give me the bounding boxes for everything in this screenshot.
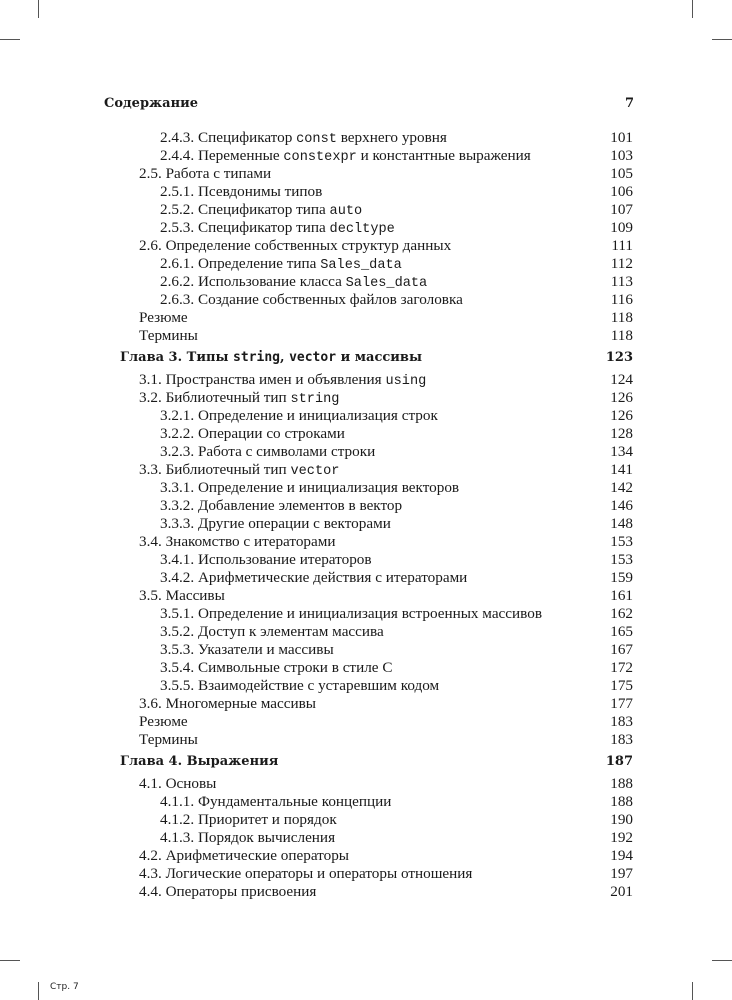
toc-entry-title: 3.3.1. Определение и инициализация векторов (160, 479, 460, 496)
toc-entry-row (0, 461, 732, 479)
toc-page-number: 113 (610, 273, 633, 290)
toc-entry-row (0, 129, 732, 147)
toc-page-number: 153 (610, 533, 633, 550)
toc-entry-row (0, 407, 732, 425)
code-identifier: vector (289, 350, 337, 365)
toc-page-number: 128 (610, 425, 633, 442)
toc-entry-title: 3.5.1. Определение и инициализация встроенных массивов (160, 605, 543, 622)
toc-entry-title: 3.3.2. Добавление элементов в вектор (160, 497, 403, 514)
toc-entry-row (0, 623, 732, 641)
toc-entry-title: 3.3.3. Другие операции с векторами (160, 515, 391, 532)
toc-entry-row (0, 371, 732, 389)
toc-entry-title: 3.4.2. Арифметические действия с итераторами (160, 569, 468, 586)
toc-entry-row (0, 219, 732, 237)
toc-page-number: 183 (610, 713, 633, 730)
toc-entry-row (0, 641, 732, 659)
code-identifier: string (233, 350, 281, 365)
toc-entry-title: 2.5.3. Спецификатор типа decltype (160, 219, 395, 237)
toc-entry-title: 3.5.4. Символьные строки в стиле С (160, 659, 393, 676)
code-identifier: decltype (329, 222, 395, 237)
toc-entry-row (0, 183, 732, 201)
toc-page-number: 134 (610, 443, 633, 460)
toc-page-number: 162 (610, 605, 633, 622)
toc-page-number: 167 (610, 641, 633, 658)
toc-entry-row (0, 255, 732, 273)
toc-entry-title: 2.6. Определение собственных структур данных (139, 237, 452, 254)
toc-entry-title: Глава 4. Выражения (120, 754, 279, 769)
toc-entry-row (0, 659, 732, 677)
code-identifier: using (385, 374, 427, 389)
crop-mark (0, 39, 20, 40)
toc-page-number: 175 (610, 677, 633, 694)
toc-entry-row (0, 497, 732, 515)
toc-entry-title: 4.1.3. Порядок вычисления (160, 829, 336, 846)
toc-page-number: 116 (610, 291, 633, 308)
toc-page-number: 159 (610, 569, 633, 586)
toc-entry-row (0, 587, 732, 605)
crop-mark (38, 0, 39, 18)
crop-mark (0, 960, 20, 961)
toc-entry-title: 3.5.5. Взаимодействие с устаревшим кодом (160, 677, 440, 694)
toc-page-number: 126 (610, 407, 633, 424)
toc-entry-row (0, 793, 732, 811)
toc-page-number: 148 (610, 515, 633, 532)
toc-page-number: 153 (610, 551, 633, 568)
toc-page-number: 141 (610, 461, 633, 478)
toc-entry-title: 3.2. Библиотечный тип string (139, 389, 340, 407)
toc-page-number: 109 (610, 219, 633, 236)
toc-entry-row (0, 147, 732, 165)
toc-page-number: 165 (610, 623, 633, 640)
toc-page-number: 118 (610, 327, 633, 344)
header-page-number: 7 (624, 96, 634, 111)
code-identifier: vector (290, 464, 340, 479)
toc-page-number: 188 (610, 793, 633, 810)
toc-page-number: 103 (610, 147, 633, 164)
code-identifier: auto (329, 204, 363, 219)
toc-entry-title: 3.5. Массивы (139, 587, 225, 604)
toc-entry-title: 4.2. Арифметические операторы (139, 847, 349, 864)
toc-entry-title: 3.3. Библиотечный тип vector (139, 461, 340, 479)
toc-entry-row (0, 237, 732, 255)
toc-entry-title: Термины (139, 731, 198, 748)
toc-chapter-row (0, 753, 732, 771)
toc-page-number: 183 (610, 731, 633, 748)
toc-entry-row (0, 327, 732, 345)
toc-page-number: 188 (610, 775, 633, 792)
crop-mark (692, 982, 693, 1000)
toc-entry-title: 2.4.4. Переменные constexpr и константные выражения (160, 147, 531, 165)
toc-entry-title: 3.2.3. Работа с символами строки (160, 443, 376, 460)
toc-page-number: 105 (610, 165, 633, 182)
toc-entry-row (0, 551, 732, 569)
toc-page-number: 112 (610, 255, 633, 272)
toc-entry-row (0, 515, 732, 533)
toc-entry-row (0, 309, 732, 327)
code-identifier: string (290, 392, 340, 407)
toc-page-number: 197 (610, 865, 633, 882)
toc-entry-row (0, 533, 732, 551)
toc-page-number: 123 (605, 350, 633, 365)
toc-entry-title: Глава 3. Типы string, vector и массивы (120, 350, 422, 365)
crop-mark (692, 0, 693, 18)
crop-mark (712, 39, 732, 40)
toc-entry-row (0, 425, 732, 443)
toc-page-number: 142 (610, 479, 633, 496)
toc-page-number: 146 (610, 497, 633, 514)
toc-entry-row (0, 865, 732, 883)
toc-entry-title: 3.4. Знакомство с итераторами (139, 533, 336, 550)
code-identifier: constexpr (283, 150, 357, 165)
toc-page-number: 187 (605, 754, 633, 769)
toc-entry-title: 3.2.1. Определение и инициализация строк (160, 407, 438, 424)
toc-entry-title: 2.5. Работа с типами (139, 165, 272, 182)
toc-entry-title: 4.1. Основы (139, 775, 217, 792)
crop-mark (38, 982, 39, 1000)
toc-entry-title: 4.1.2. Приоритет и порядок (160, 811, 337, 828)
toc-entry-title: Резюме (139, 713, 188, 730)
toc-entry-row (0, 165, 732, 183)
toc-chapter-row (0, 349, 732, 367)
toc-page-number: 111 (611, 237, 633, 254)
toc-entry-title: 4.1.1. Фундаментальные концепции (160, 793, 392, 810)
toc-page-number: 118 (610, 309, 633, 326)
toc-entry-title: 3.6. Многомерные массивы (139, 695, 317, 712)
toc-page-number: 190 (610, 811, 633, 828)
toc-entry-title: 2.6.2. Использование класса Sales_data (160, 273, 428, 291)
toc-page-number: 101 (610, 129, 633, 146)
toc-entry-row (0, 713, 732, 731)
toc-entry-title: 2.5.2. Спецификатор типа auto (160, 201, 363, 219)
toc-entry-row (0, 775, 732, 793)
toc-entry-row (0, 291, 732, 309)
toc-entry-row (0, 695, 732, 713)
toc-entry-row (0, 847, 732, 865)
toc-entry-row (0, 829, 732, 847)
toc-entry-row (0, 201, 732, 219)
crop-mark (712, 960, 732, 961)
toc-entry-title: 4.4. Операторы присвоения (139, 883, 317, 900)
header-title: Содержание (104, 96, 199, 111)
toc-entry-title: 2.4.3. Спецификатор const верхнего уровня (160, 129, 447, 147)
toc-entry-title: 3.5.3. Указатели и массивы (160, 641, 334, 658)
toc-entry-row (0, 677, 732, 695)
toc-entry-row (0, 479, 732, 497)
toc-entry-title: 4.3. Логические операторы и операторы отношения (139, 865, 473, 882)
toc-entry-title: Термины (139, 327, 198, 344)
toc-page-number: 177 (610, 695, 633, 712)
toc-entry-title: Резюме (139, 309, 188, 326)
toc-page-number: 126 (610, 389, 633, 406)
code-identifier: Sales_data (345, 276, 428, 291)
toc-entry-row (0, 389, 732, 407)
running-header (104, 96, 634, 116)
toc-entry-row (0, 569, 732, 587)
toc-entry-title: 2.6.3. Создание собственных файлов заголовка (160, 291, 463, 308)
toc-entry-title: 2.5.1. Псевдонимы типов (160, 183, 323, 200)
toc-entry-title: 3.4.1. Использование итераторов (160, 551, 372, 568)
toc-page-number: 192 (610, 829, 633, 846)
toc-entry-title: 2.6.1. Определение типа Sales_data (160, 255, 402, 273)
footer-page-label: Стр. 7 (50, 982, 79, 992)
code-identifier: const (296, 132, 337, 147)
toc-page-number: 161 (610, 587, 633, 604)
toc-page-number: 106 (610, 183, 633, 200)
toc-entry-row (0, 731, 732, 749)
toc-page-number: 194 (610, 847, 633, 864)
toc-entry-row (0, 605, 732, 623)
toc-entry-row (0, 811, 732, 829)
toc-entry-row (0, 443, 732, 461)
toc-page-number: 124 (610, 371, 633, 388)
toc-entry-row (0, 273, 732, 291)
toc-page-number: 201 (610, 883, 633, 900)
toc-page-number: 172 (610, 659, 633, 676)
toc-entry-title: 3.5.2. Доступ к элементам массива (160, 623, 384, 640)
toc-entry-row (0, 883, 732, 901)
toc-page-number: 107 (610, 201, 633, 218)
toc-entry-title: 3.2.2. Операции со строками (160, 425, 345, 442)
toc-entry-title: 3.1. Пространства имен и объявления using (139, 371, 427, 389)
code-identifier: Sales_data (320, 258, 402, 273)
